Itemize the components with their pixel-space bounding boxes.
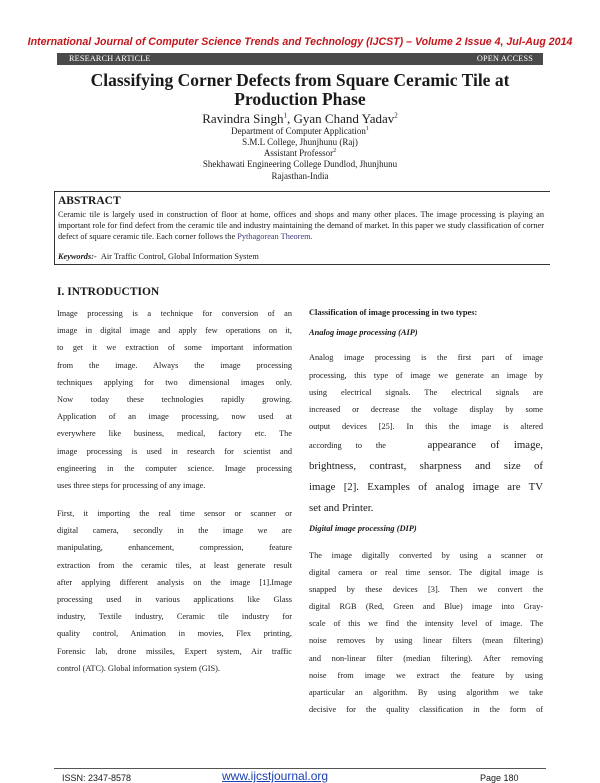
paper-title: Classifying Corner Defects from Square Ceramic Tile at Production Phase (90, 70, 510, 109)
affiliation-line-1 (0, 126, 600, 136)
author-2: Gyan Chand Yadav (293, 111, 395, 126)
affiliation-line-2: S.M.L College, Jhunjhunu (Raj) (242, 137, 358, 147)
text-fragment: according to the (309, 441, 386, 451)
paragraph-gap (57, 494, 292, 505)
footer-issn: ISSN: 2347-8578 (62, 773, 132, 783)
affiliation-role: Assistant Professor (263, 148, 334, 158)
left-paragraph-2 (57, 505, 292, 677)
text-line-mixed (309, 435, 543, 456)
text-line: output devices [25]. In this the image is altered (309, 422, 543, 432)
text-line: aparticular an algorithm. By using algorithm we take (309, 688, 543, 697)
author-2-sup: 2 (394, 111, 398, 120)
affiliation-line-4: Shekhawati Engineering College Dundlod, Jhunjhunu (202, 159, 398, 169)
text-line: extraction from the ceramic tiles, at least generate result (57, 560, 292, 570)
text-line: techniques applying for two dimensional images only. (57, 377, 292, 387)
right-column (309, 304, 543, 718)
text-line: The image digitally converted by using a scanner or (309, 550, 543, 560)
text-line: using electrical signals. The electrical signals are (309, 387, 543, 397)
text-line: quality control, Animation in movies, Flex printing, (57, 629, 292, 639)
left-column (57, 305, 292, 677)
aip-heading (309, 324, 543, 341)
text-line: manipulating, enhancement, compression, feature (57, 543, 292, 553)
journal-header: International Journal of Computer Science Trends and Technology (IJCST) – Volume 2 Issue 4, Jul-Aug 2014 (27, 36, 573, 48)
abstract-bottom-rule (54, 264, 550, 265)
classification-heading: Classification of image processing in two types: (309, 308, 478, 317)
text-line: from the image. Always the image processing (57, 360, 292, 370)
footer-journal-link[interactable]: www.ijcstjournal.org (222, 769, 329, 783)
author-separator: , (287, 111, 294, 126)
text-line: image [2]. Examples of analog image are TV (309, 481, 543, 494)
keywords-text: Air Traffic Control, Global Information System (100, 252, 259, 261)
text-line: Now today these technologies rapidly growing. (57, 394, 292, 404)
text-line: processing used in various applications like Glass (57, 595, 292, 604)
text-fragment-large: appearance of image, (427, 439, 543, 452)
paragraph-gap (309, 538, 543, 547)
section-heading-introduction: I. INTRODUCTION (57, 286, 160, 298)
research-article-label: RESEARCH ARTICLE (69, 54, 151, 63)
text-line: engineering in the computer science. Image processing (57, 463, 292, 473)
text-line: Forensic lab, drone missiles, Expert system, Air traffic (57, 646, 292, 656)
text-line: digital camera or real time sensor. The digital image is (309, 567, 543, 577)
text-line: set and Printer. (309, 502, 374, 515)
dip-heading-text: Digital image processing (DIP) (309, 524, 417, 534)
text-line: processing, this type of image we generate an image by (309, 370, 543, 380)
abstract-heading: ABSTRACT (58, 195, 121, 207)
keywords (58, 252, 259, 261)
text-line: First, it importing the real time sensor or scanner or (57, 509, 292, 519)
text-line: Application of an image processing, now used at (57, 412, 292, 422)
abstract-highlight: Pythagorean Theorem. (237, 232, 313, 241)
authors (0, 111, 600, 127)
text-line: snapped by these devices [3]. Then we convert the (309, 584, 543, 594)
affiliation-role-sup: 2 (333, 148, 337, 154)
author-1: Ravindra Singh (202, 111, 284, 126)
open-access-label: OPEN ACCESS (476, 54, 533, 63)
text-line: noise from image we extract the feature by using (309, 670, 543, 680)
aip-heading-text: Analog image processing (AIP) (309, 328, 418, 338)
text-line: image processing is used in research for scientist and (57, 446, 292, 456)
text-line: increased or decrease the voltage display by some (309, 404, 543, 414)
affiliation-line-3 (0, 148, 600, 158)
text-line: everywhere like business, medical, factory etc. The (57, 429, 292, 439)
abstract-top-rule (54, 191, 550, 192)
text-line: Analog image processing is the first part of image (309, 353, 543, 363)
affiliation-line-5: Rajasthan-India (271, 171, 329, 181)
text-line: Image processing is a technique for conversion of an (57, 309, 292, 318)
footer-page-number: Page 180 (480, 773, 519, 783)
affiliation-dept-sup: 1 (365, 126, 369, 132)
text-line: decisive for the quality classification in the form of (309, 705, 543, 715)
text-line: noise removes by using linear filters (mean filtering) (309, 636, 543, 646)
abstract-text (58, 209, 544, 242)
text-line: to get it we extraction of some important information (57, 343, 292, 353)
text-line: digital RGB (Red, Green and Blue) image into Gray- (309, 602, 543, 612)
text-line: scale of this we find the intensity level of image. The (309, 619, 543, 629)
abstract-body: Ceramic tile is largely used in construction of floor at home, offices and shops and many other places. The image processing is playing an important role for find defect from the ceramic tile and industry maintaining the demand of market. In this paper we study classification of corner defect of square ceramic tile. Each corner follows the (58, 210, 544, 241)
article-banner (57, 53, 543, 65)
text-line: and non-linear filter (median filtering). After removing (309, 653, 543, 663)
keywords-label: Keywords:- (58, 252, 97, 261)
abstract-left-rule (54, 191, 55, 265)
text-line: image in digital image and apply few operations on it, (57, 326, 292, 336)
text-line: industry, Textile industry, Ceramic tile industry for (57, 612, 292, 622)
text-line: digital camera, secondly in the image we are (57, 526, 292, 536)
author-1-sup: 1 (283, 111, 287, 120)
text-line: uses three steps for processing of any image. (57, 480, 206, 490)
dip-heading (309, 520, 543, 537)
text-line: brightness, contrast, sharpness and size of (309, 460, 543, 473)
left-paragraph-1 (57, 305, 292, 494)
paragraph-gap (309, 341, 543, 349)
text-line: after applying different analysis on the image [1].Image (57, 577, 292, 587)
affiliation-dept: Department of Computer Application (231, 126, 366, 136)
text-line: control (ATC). Global information system (GIS). (57, 663, 220, 673)
